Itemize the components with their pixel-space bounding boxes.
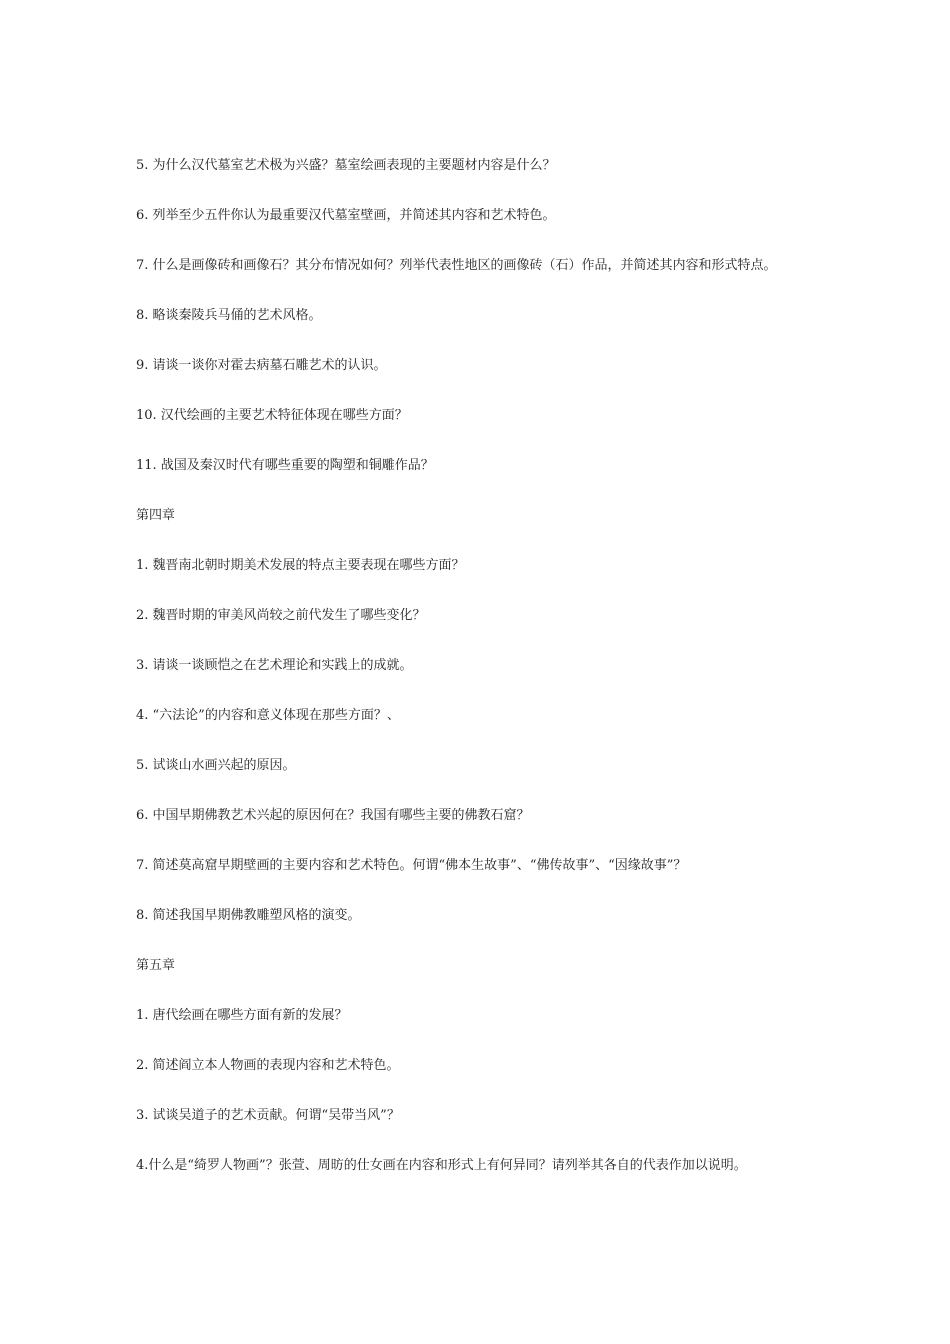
question-ch4-1: 1. 魏晋南北朝时期美术发展的特点主要表现在哪些方面？ [136,558,465,573]
chapter-heading-5: 第五章 [136,958,176,973]
question-han-7: 7. 什么是画像砖和画像石？其分布情况如何？列举代表性地区的画像砖（石）作品，并简述其内容和形式特点。 [136,258,777,273]
question-han-6: 6. 列举至少五件你认为最重要汉代墓室壁画，并简述其内容和艺术特色。 [136,208,556,223]
question-ch4-5: 5. 试谈山水画兴起的原因。 [136,758,296,773]
question-ch4-6: 6. 中国早期佛教艺术兴起的原因何在？我国有哪些主要的佛教石窟？ [136,808,530,823]
question-ch4-3: 3. 请谈一谈顾恺之在艺术理论和实践上的成就。 [136,658,413,673]
question-han-11: 11. 战国及秦汉时代有哪些重要的陶塑和铜雕作品？ [136,458,434,473]
question-han-5: 5. 为什么汉代墓室艺术极为兴盛？墓室绘画表现的主要题材内容是什么？ [136,158,556,173]
question-han-10: 10. 汉代绘画的主要艺术特征体现在哪些方面？ [136,408,408,423]
question-han-9: 9. 请谈一谈你对霍去病墓石雕艺术的认识。 [136,358,387,373]
question-ch4-8: 8. 简述我国早期佛教雕塑风格的演变。 [136,908,361,923]
question-ch5-3: 3. 试谈吴道子的艺术贡献。何谓“吴带当风”？ [136,1108,400,1123]
question-ch5-1: 1. 唐代绘画在哪些方面有新的发展？ [136,1008,348,1023]
question-ch5-2: 2. 简述阎立本人物画的表现内容和艺术特色。 [136,1058,400,1073]
question-ch4-7: 7. 简述莫高窟早期壁画的主要内容和艺术特色。何谓“佛本生故事”、“佛传故事”、“因缘故事”？ [136,858,687,873]
question-ch4-2: 2. 魏晋时期的审美风尚较之前代发生了哪些变化？ [136,608,426,623]
document-content [136,154,826,1178]
chapter-heading-4: 第四章 [136,508,176,523]
question-ch4-4: 4. “六法论”的内容和意义体现在那些方面？、 [136,708,400,723]
question-han-8: 8. 略谈秦陵兵马俑的艺术风格。 [136,308,322,323]
question-ch5-4: 4.什么是“绮罗人物画”？张萱、周昉的仕女画在内容和形式上有何异同？请列举其各自的代表作加以说明。 [136,1158,747,1173]
